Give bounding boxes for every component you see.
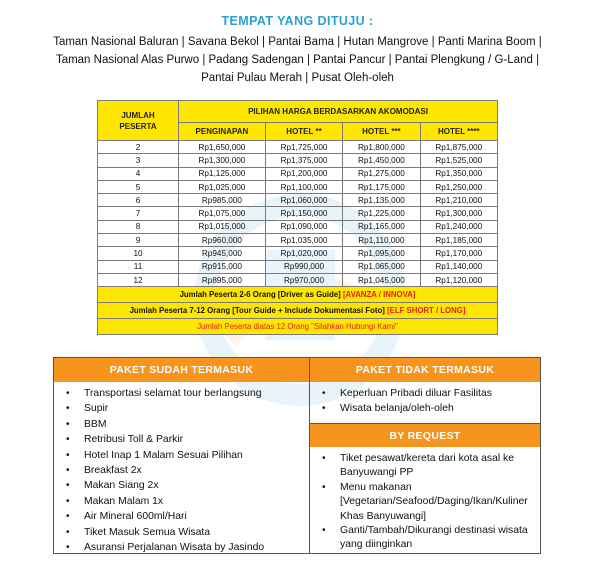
list-item: • Asuransi Perjalanan Wisata by Jasindo (64, 540, 309, 555)
price-cell: Rp1,875,000 (420, 141, 497, 154)
destinations-line: Pantai Pulau Merah | Pusat Oleh-oleh (201, 72, 394, 84)
list-item: • Keperluan Pribadi diluar Fasilitas (320, 386, 540, 401)
header-hotel-2: HOTEL ** (265, 122, 342, 140)
destinations-line: Taman Nasional Baluran | Savana Bekol | Pantai Bama | Hutan Mangrove | Panti Marina Boom | (53, 36, 542, 48)
price-cell: Rp1,150,000 (265, 207, 342, 220)
price-cell: Rp1,300,000 (179, 154, 266, 167)
price-cell: Rp1,375,000 (265, 154, 342, 167)
list-item: • Tiket pesawat/kereta dari kota asal ke Banyuwangi PP (320, 452, 540, 481)
price-cell: Rp1,110,000 (343, 234, 420, 247)
price-row (98, 247, 498, 260)
list-item: • Ganti/Tambah/Dikurangi destinasi wisata yang diinginkan (320, 524, 540, 553)
note-row-large-group: Jumlah Peserta diatas 12 Orang "Silahkan Hubungi Kami" (98, 319, 498, 335)
package-box (53, 357, 541, 554)
list-item: • Transportasi selamat tour berlangsung (64, 386, 309, 401)
excluded-title: PAKET TIDAK TERMASUK (310, 358, 540, 382)
price-cell: Rp1,800,000 (343, 141, 420, 154)
price-cell: Rp1,250,000 (420, 180, 497, 193)
price-row (98, 220, 498, 233)
header-hotel-4: HOTEL **** (420, 122, 497, 140)
price-cell: Rp1,450,000 (343, 154, 420, 167)
price-row (98, 154, 498, 167)
list-item: • Retribusi Toll & Parkir (64, 432, 309, 447)
participants-cell: 11 (98, 260, 179, 273)
participants-cell: 5 (98, 180, 179, 193)
price-cell: Rp1,125,000 (179, 167, 266, 180)
list-item: • Menu makanan [Vegetarian/Seafood/Daging/Ikan/Kuliner Khas Banyuwangi] (320, 481, 540, 524)
price-cell: Rp1,140,000 (420, 260, 497, 273)
price-cell: Rp915,000 (179, 260, 266, 273)
price-cell: Rp1,100,000 (265, 180, 342, 193)
participants-cell: 2 (98, 141, 179, 154)
price-cell: Rp1,725,000 (265, 141, 342, 154)
included-title: PAKET SUDAH TERMASUK (54, 358, 309, 382)
price-cell: Rp1,225,000 (343, 207, 420, 220)
price-cell: Rp1,175,000 (343, 180, 420, 193)
note-row-medium-group: Jumlah Peserta 7-12 Orang [Tour Guide + Include Dokumentasi Foto] [ELF SHORT / LONG] (98, 303, 498, 319)
excluded-list (310, 386, 540, 423)
price-row (98, 194, 498, 207)
price-cell: Rp970,000 (265, 273, 342, 286)
price-cell: Rp1,060,000 (265, 194, 342, 207)
price-cell: Rp1,120,000 (420, 273, 497, 286)
list-item: • Hotel Inap 1 Malam Sesuai Pilihan (64, 448, 309, 463)
list-item: • Air Mineral 600ml/Hari (64, 509, 309, 524)
price-cell: Rp1,300,000 (420, 207, 497, 220)
list-item: • Supir (64, 401, 309, 416)
price-row (98, 273, 498, 286)
price-cell: Rp1,135,000 (343, 194, 420, 207)
price-cell: Rp1,045,000 (343, 273, 420, 286)
participants-cell: 10 (98, 247, 179, 260)
price-row (98, 207, 498, 220)
price-row (98, 180, 498, 193)
included-column (54, 358, 310, 553)
price-cell: Rp1,525,000 (420, 154, 497, 167)
price-cell: Rp1,350,000 (420, 167, 497, 180)
price-row (98, 260, 498, 273)
price-cell: Rp1,065,000 (343, 260, 420, 273)
price-cell: Rp1,025,000 (179, 180, 266, 193)
header-jumlah-peserta: JUMLAH PESERTA (98, 101, 179, 141)
price-cell: Rp1,170,000 (420, 247, 497, 260)
list-item: • BBM (64, 417, 309, 432)
included-list (54, 386, 309, 555)
price-cell: Rp1,240,000 (420, 220, 497, 233)
excluded-column (310, 358, 540, 553)
list-item: • Tiket Masuk Semua Wisata (64, 525, 309, 540)
request-list (310, 452, 540, 553)
price-cell: Rp1,165,000 (343, 220, 420, 233)
participants-cell: 4 (98, 167, 179, 180)
price-cell: Rp1,200,000 (265, 167, 342, 180)
price-table (97, 100, 498, 335)
list-item: • Makan Siang 2x (64, 478, 309, 493)
price-cell: Rp1,075,000 (179, 207, 266, 220)
price-cell: Rp895,000 (179, 273, 266, 286)
list-item: • Breakfast 2x (64, 463, 309, 478)
destinations-list (20, 33, 575, 87)
participants-cell: 8 (98, 220, 179, 233)
price-row (98, 167, 498, 180)
price-cell: Rp1,095,000 (343, 247, 420, 260)
price-cell: Rp1,650,000 (179, 141, 266, 154)
participants-cell: 7 (98, 207, 179, 220)
list-item: • Makan Malam 1x (64, 494, 309, 509)
participants-cell: 12 (98, 273, 179, 286)
price-row (98, 234, 498, 247)
price-cell: Rp1,210,000 (420, 194, 497, 207)
header-pilihan-harga: PILIHAN HARGA BERDASARKAN AKOMODASI (179, 101, 498, 123)
price-cell: Rp1,275,000 (343, 167, 420, 180)
price-cell: Rp1,035,000 (265, 234, 342, 247)
request-title: BY REQUEST (310, 423, 540, 447)
header-penginapan: PENGINAPAN (179, 122, 266, 140)
price-cell: Rp1,015,000 (179, 220, 266, 233)
price-cell: Rp945,000 (179, 247, 266, 260)
price-cell: Rp990,000 (265, 260, 342, 273)
destinations-line: Taman Nasional Alas Purwo | Padang Sadengan | Pantai Pancur | Pantai Plengkung / G-Land | (55, 54, 540, 66)
header-hotel-3: HOTEL *** (343, 122, 420, 140)
price-cell: Rp1,020,000 (265, 247, 342, 260)
note-row-small-group: Jumlah Peserta 2-6 Orang [Driver as Guide] [AVANZA / INNOVA] (98, 287, 498, 303)
destinations-title: TEMPAT YANG DITUJU : (221, 14, 374, 28)
participants-cell: 3 (98, 154, 179, 167)
price-cell: Rp1,090,000 (265, 220, 342, 233)
price-cell: Rp1,185,000 (420, 234, 497, 247)
price-cell: Rp960,000 (179, 234, 266, 247)
participants-cell: 9 (98, 234, 179, 247)
participants-cell: 6 (98, 194, 179, 207)
list-item: • Wisata belanja/oleh-oleh (320, 401, 540, 416)
price-row (98, 141, 498, 154)
price-cell: Rp985,000 (179, 194, 266, 207)
